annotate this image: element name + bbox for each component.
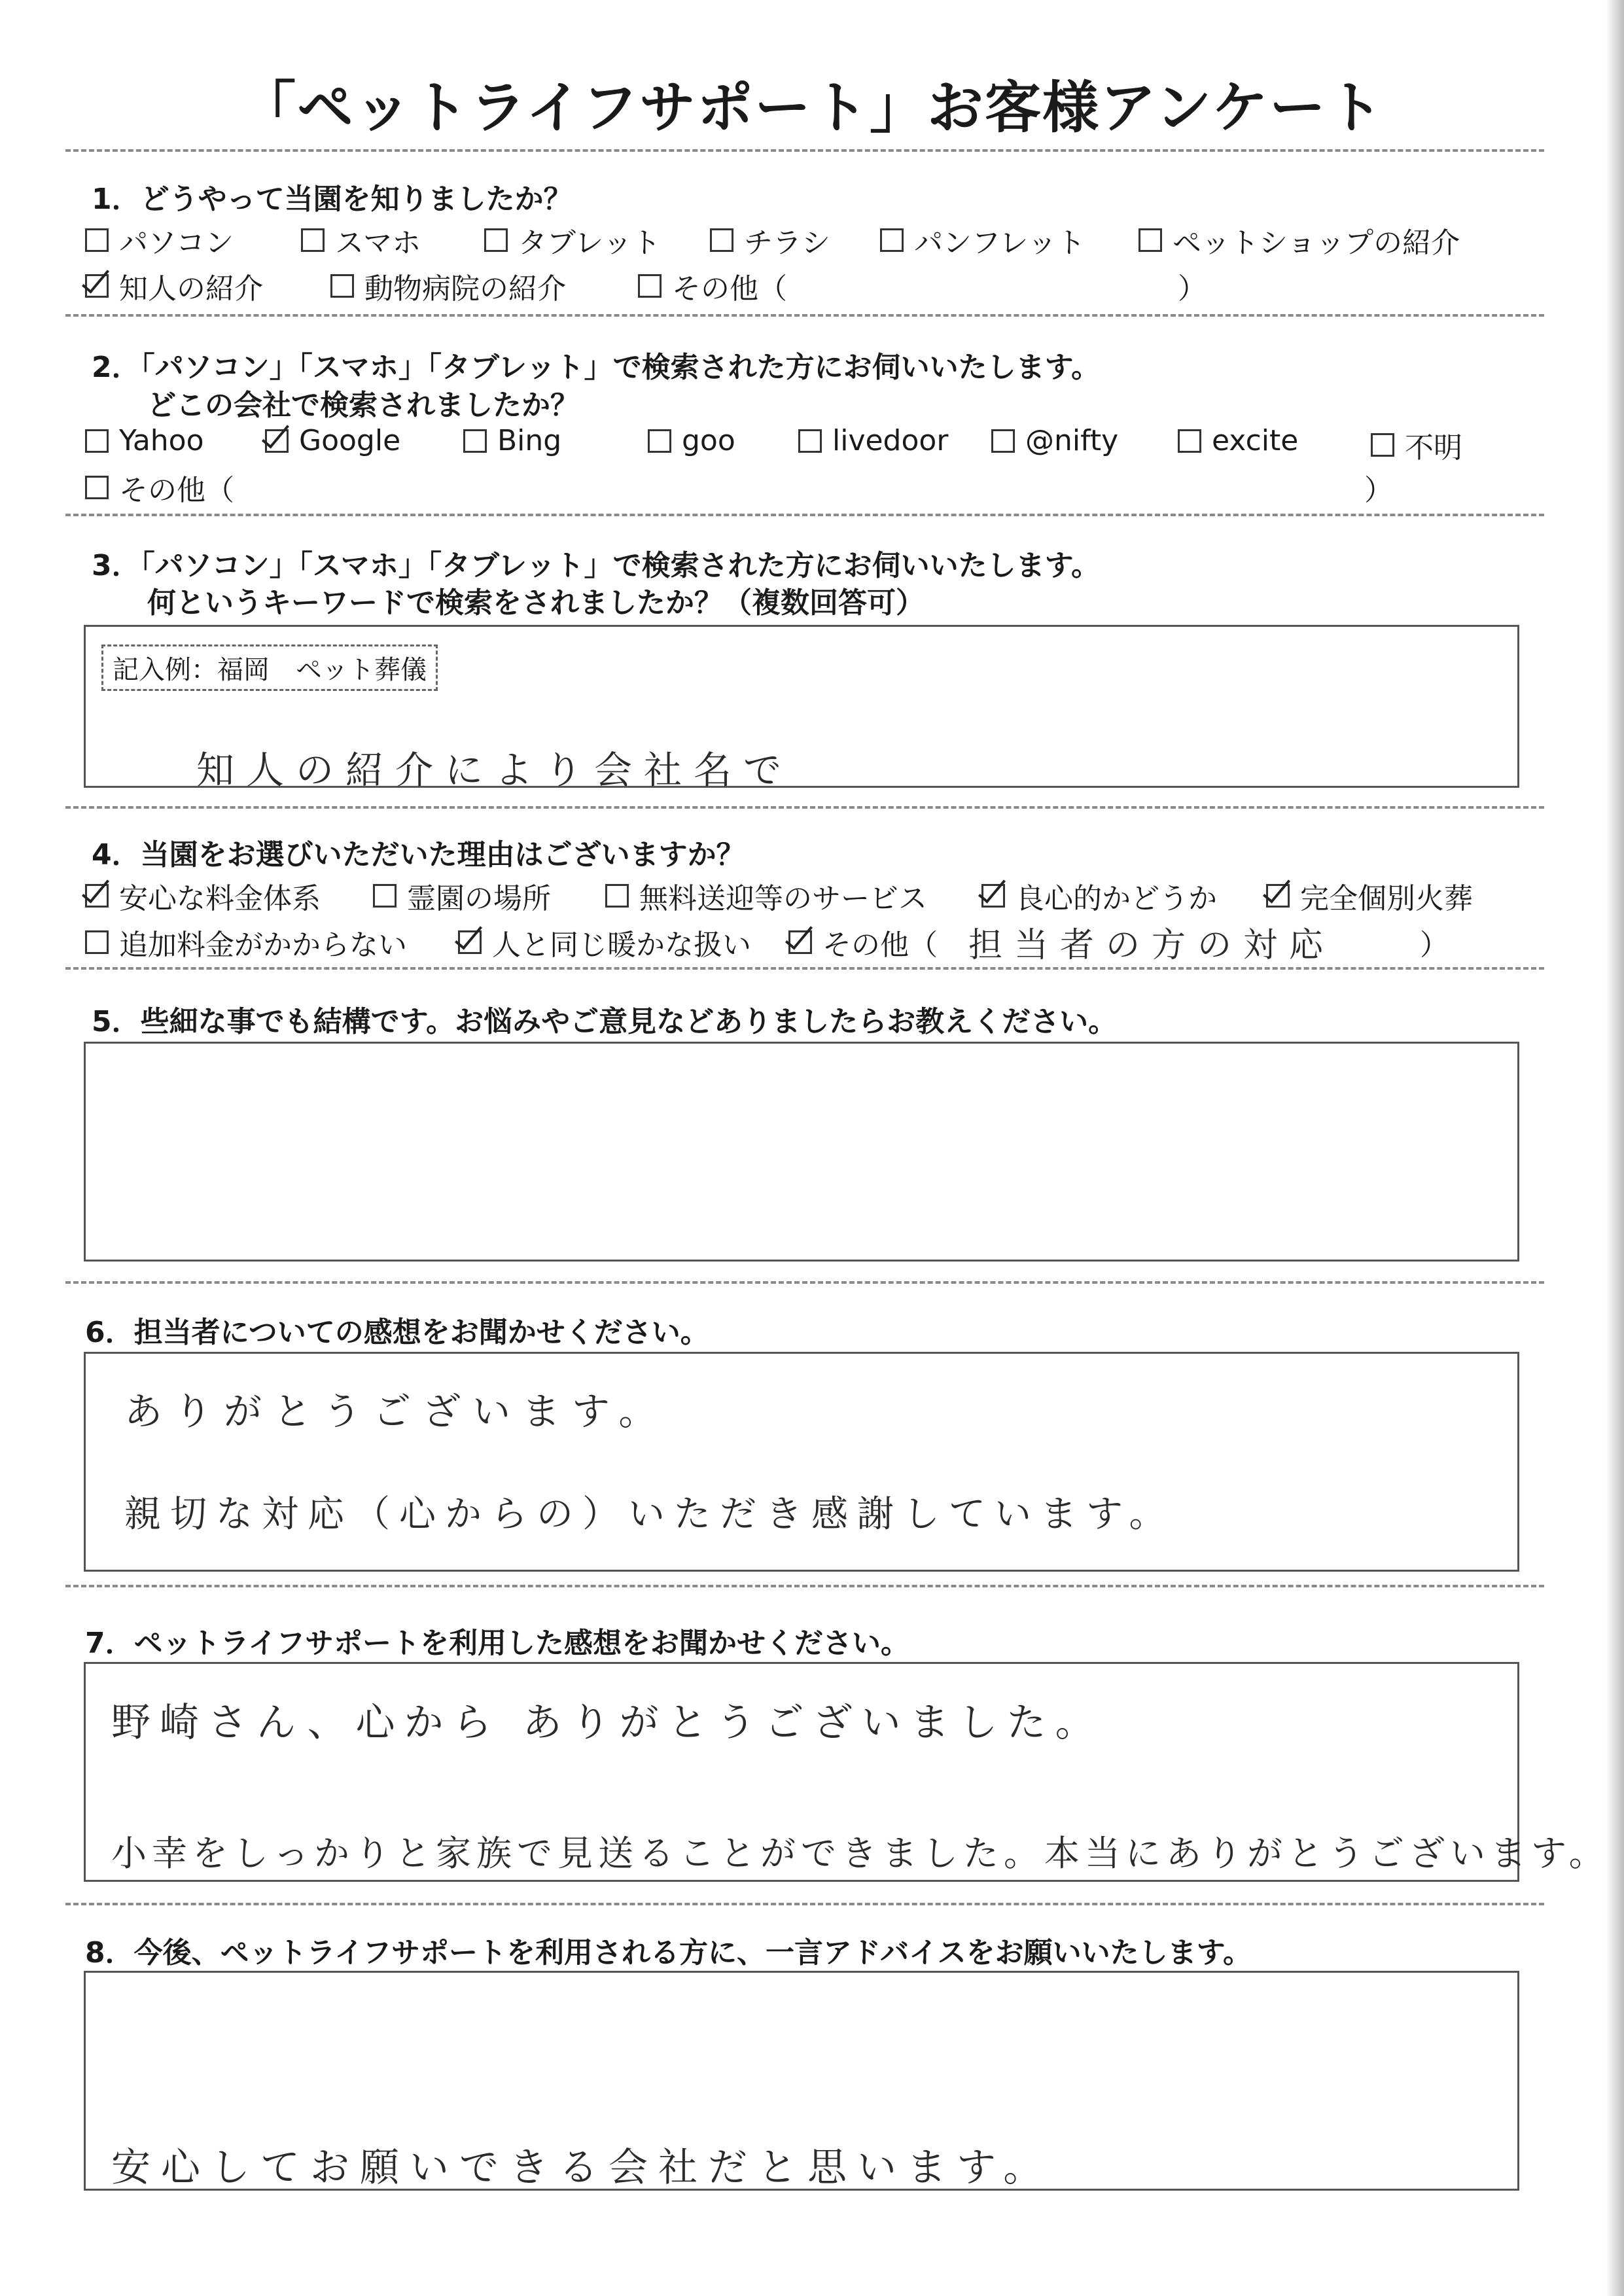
question-3-sublabel: 何というキーワードで検索をされましたか？（複数回答可） xyxy=(147,586,925,620)
checkbox[interactable] xyxy=(373,884,397,908)
divider xyxy=(65,806,1544,809)
checkbox[interactable] xyxy=(798,429,822,453)
divider xyxy=(65,1585,1544,1587)
checkbox[interactable] xyxy=(463,429,487,453)
q1-option-flyer[interactable]: チラシ xyxy=(710,219,830,261)
q1-option-tablet[interactable]: タブレット xyxy=(484,219,661,261)
q2-option-livedoor[interactable]: livedoor xyxy=(798,424,948,457)
q3-answer-text: 知人の紹介により会社名で xyxy=(196,748,794,792)
checkbox[interactable] xyxy=(991,429,1015,453)
q4-option-conscientious[interactable]: 良心的かどうか xyxy=(981,875,1217,917)
checkbox[interactable] xyxy=(648,429,671,453)
checkbox[interactable] xyxy=(638,274,662,298)
divider xyxy=(65,514,1544,516)
q4-option-price[interactable]: 安心な料金体系 xyxy=(85,875,321,917)
q6-answer-line-1: ありがとうございます。 xyxy=(124,1389,669,1434)
checkbox[interactable] xyxy=(880,228,904,252)
q1-option-pamphlet[interactable]: パンフレット xyxy=(880,219,1086,261)
q1-option-acquaintance[interactable]: 知人の紹介 xyxy=(85,265,263,307)
question-1-label: 1．どうやって当園を知りましたか？ xyxy=(92,183,573,216)
checkbox[interactable] xyxy=(85,429,109,453)
q7-answer-line-1: 野崎さん、心から ありがとうございました。 xyxy=(111,1700,1104,1746)
q4-option-location[interactable]: 霊園の場所 xyxy=(373,875,551,917)
divider xyxy=(65,967,1544,970)
checkbox-checked[interactable] xyxy=(788,930,812,954)
checkbox-checked[interactable] xyxy=(981,884,1005,908)
q2-option-other[interactable]: その他（ xyxy=(85,467,234,508)
checkbox[interactable] xyxy=(85,228,109,252)
checkbox[interactable] xyxy=(605,884,629,908)
q4-close-paren: ） xyxy=(1420,928,1449,962)
checkbox[interactable] xyxy=(484,228,508,252)
q1-option-other[interactable]: その他（ xyxy=(638,265,787,307)
q2-close-paren: ） xyxy=(1364,474,1393,507)
q4-option-no-extra-fee[interactable]: 追加料金がかからない xyxy=(85,921,407,963)
question-3-label: 3．「パソコン」「スマホ」「タブレット」で検索された方にお伺いいたします。 xyxy=(92,549,1101,582)
divider xyxy=(65,1903,1544,1905)
q4-option-shuttle[interactable]: 無料送迎等のサービス xyxy=(605,875,927,917)
question-4-label: 4．当園をお選びいただいた理由はございますか？ xyxy=(92,838,745,872)
q2-option-bing[interactable]: Bing xyxy=(463,424,561,457)
q2-option-excite[interactable]: excite xyxy=(1178,424,1298,457)
question-2-label: 2．「パソコン」「スマホ」「タブレット」で検索された方にお伺いいたします。 xyxy=(92,351,1101,384)
q1-option-smartphone[interactable]: スマホ xyxy=(301,219,421,261)
q4-other-answer: 担当者の方の対応 xyxy=(968,926,1335,965)
q5-answer-box[interactable] xyxy=(84,1042,1519,1262)
q4-option-other[interactable]: その他（ xyxy=(788,921,938,963)
checkbox[interactable] xyxy=(1371,433,1394,457)
q2-option-google[interactable]: Google xyxy=(265,424,400,457)
q1-close-paren: ） xyxy=(1178,272,1207,306)
divider xyxy=(65,314,1544,317)
checkbox[interactable] xyxy=(710,228,733,252)
q7-answer-line-2: 小幸をしっかりと家族で見送ることができました。本当にありがとうございます。 xyxy=(111,1833,1610,1874)
question-8-label: 8．今後、ペットライフサポートを利用される方に、一言アドバイスをお願いいたします。 xyxy=(85,1936,1252,1969)
checkbox[interactable] xyxy=(301,228,325,252)
question-7-label: 7．ペットライフサポートを利用した感想をお聞かせください。 xyxy=(85,1627,909,1660)
checkbox[interactable] xyxy=(1178,429,1201,453)
q4-option-individual-cremation[interactable]: 完全個別火葬 xyxy=(1266,875,1473,917)
divider xyxy=(65,1281,1544,1284)
page-edge-shadow xyxy=(1606,0,1624,2296)
q2-option-yahoo[interactable]: Yahoo xyxy=(85,424,204,457)
checkbox[interactable] xyxy=(85,930,109,954)
divider xyxy=(65,149,1544,152)
q4-option-warm-treatment[interactable]: 人と同じ暖かな扱い xyxy=(458,921,751,963)
q2-option-unknown[interactable]: 不明 xyxy=(1371,424,1462,466)
checkbox-checked[interactable] xyxy=(85,884,109,908)
checkbox-checked[interactable] xyxy=(1266,884,1290,908)
q6-answer-line-2: 親切な対応（心からの）いただき感謝しています。 xyxy=(124,1493,1175,1536)
checkbox[interactable] xyxy=(330,274,354,298)
q2-option-nifty[interactable]: @nifty xyxy=(991,424,1118,457)
page-title: 「ペットライフサポート」お客様アンケート xyxy=(239,75,1385,141)
q3-example: 記入例：福岡 ペット葬儀 xyxy=(101,645,438,691)
checkbox[interactable] xyxy=(1139,228,1162,252)
q2-option-goo[interactable]: goo xyxy=(648,424,735,457)
checkbox-checked[interactable] xyxy=(265,429,289,453)
q1-option-petshop[interactable]: ペットショップの紹介 xyxy=(1139,219,1460,261)
question-6-label: 6．担当者についての感想をお聞かせください。 xyxy=(85,1316,709,1349)
checkbox-checked[interactable] xyxy=(85,274,109,298)
question-5-label: 5．些細な事でも結構です。お悩みやご意見などありましたらお教えください。 xyxy=(92,1005,1118,1038)
q1-option-pc[interactable]: パソコン xyxy=(85,219,234,261)
checkbox-checked[interactable] xyxy=(458,930,482,954)
q1-option-vet[interactable]: 動物病院の紹介 xyxy=(330,265,566,307)
q8-answer-text: 安心してお願いできる会社だと思います。 xyxy=(111,2145,1053,2191)
checkbox[interactable] xyxy=(85,476,109,499)
question-2-sublabel: どこの会社で検索されましたか？ xyxy=(147,389,579,422)
